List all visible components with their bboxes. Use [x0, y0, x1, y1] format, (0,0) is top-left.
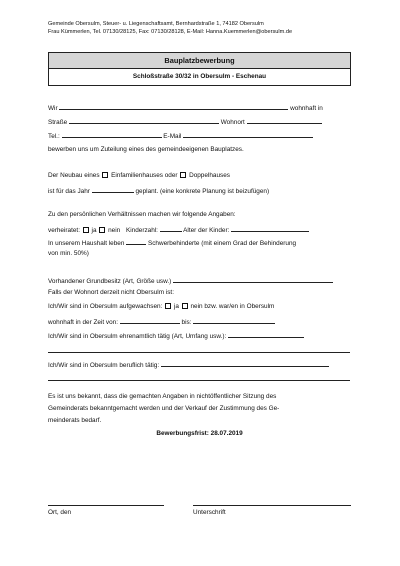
- street-field[interactable]: [69, 117, 219, 124]
- semi-detached-checkbox[interactable]: [180, 172, 186, 178]
- header-address: Gemeinde Obersulm, Steuer- u. Liegenschaftsamt, Bernhardstraße 1, 74182 Obersulm: [48, 21, 264, 27]
- notice-line-3: meinderats bedarf.: [48, 417, 102, 424]
- building-type-row: Der Neubau eines Einfamilienhauses oder Doppelhauses: [48, 172, 230, 179]
- notice-line-2: Gemeinderats bekanntgemacht werden und der Verkauf der Zustimmung des Ge-: [48, 405, 280, 412]
- grown-up-yes-checkbox[interactable]: [165, 303, 171, 309]
- tel-row: Tel.: E-Mail: [48, 131, 313, 141]
- married-no-checkbox[interactable]: [99, 227, 105, 233]
- property-row: Vorhandener Grundbesitz (Art, Größe usw.): [48, 276, 333, 286]
- signature-line[interactable]: [193, 505, 351, 506]
- street-row: Straße Wohnort: [48, 117, 322, 127]
- name-row: Wir wohnhaft in: [48, 105, 323, 112]
- place-date-line[interactable]: [48, 505, 164, 506]
- building-year-row: ist für das Jahr geplant. (eine konkrete Planung ist beizufügen): [48, 188, 270, 195]
- household-row-2: von min. 50%): [48, 250, 89, 257]
- married-yes-checkbox[interactable]: [83, 227, 89, 233]
- job-field[interactable]: [161, 360, 329, 367]
- title-box: [48, 52, 351, 69]
- residence-note: Falls der Wohnort derzeit nicht Obersulm ist:: [48, 289, 174, 296]
- email-field[interactable]: [183, 131, 313, 138]
- job-row: Ich/Wir sind in Obersulm beruflich tätig:: [48, 360, 329, 370]
- single-family-checkbox[interactable]: [102, 172, 108, 178]
- apply-text: bewerben uns um Zuteilung eines des gemeindeeigenen Bauplatzes.: [48, 146, 244, 153]
- page-subtitle: Schloßstraße 30/32 in Obersulm - Eschenau: [132, 73, 267, 80]
- town-field[interactable]: [247, 117, 322, 124]
- job-extra-line[interactable]: [48, 380, 350, 381]
- tel-field[interactable]: [62, 131, 162, 138]
- notice-line-1: Es ist uns bekannt, dass die gemachten Angaben in nichtöffentlicher Sitzung des: [48, 393, 277, 400]
- grown-up-no-checkbox[interactable]: [182, 303, 188, 309]
- grown-up-row: Ich/Wir sind in Obersulm aufgewachsen: ja nein bzw. war/en in Obersulm: [48, 303, 275, 310]
- period-to-field[interactable]: [193, 317, 275, 324]
- name-field[interactable]: [59, 103, 288, 110]
- year-field[interactable]: [92, 186, 134, 193]
- volunteer-row: Ich/Wir sind in Obersulm ehrenamtlich tätig (Art, Umfang usw.):: [48, 331, 304, 341]
- signature-label: Unterschrift: [193, 509, 226, 516]
- circumstances-intro: Zu den persönlichen Verhältnissen machen wir folgende Angaben:: [48, 211, 236, 218]
- header-contact: Frau Kümmerlen, Tel. 07130/28125, Fax: 07130/28128, E-Mail: Hanna.Kuemmerlen@obersulm.de: [48, 29, 293, 35]
- volunteer-field[interactable]: [228, 331, 304, 338]
- place-date-label: Ort, den: [48, 509, 72, 516]
- disabled-count-field[interactable]: [126, 238, 146, 245]
- children-count-field[interactable]: [160, 225, 182, 232]
- residence-period-row: wohnhaft in der Zeit von: bis:: [48, 317, 275, 327]
- household-row: In unserem Haushalt leben Schwerbehinderte (mit einem Grad der Behinderung: [48, 240, 297, 247]
- property-field[interactable]: [173, 276, 333, 283]
- married-row: verheiratet: ja nein Kinderzahl: Alter der Kinder:: [48, 225, 309, 235]
- page-title: Bauplatzbewerbung: [164, 56, 235, 65]
- volunteer-extra-line[interactable]: [48, 352, 350, 353]
- deadline: Bewerbungsfrist: 28.07.2019: [156, 430, 243, 437]
- subtitle-box: [48, 69, 351, 86]
- children-age-field[interactable]: [231, 225, 309, 232]
- period-from-field[interactable]: [120, 317, 180, 324]
